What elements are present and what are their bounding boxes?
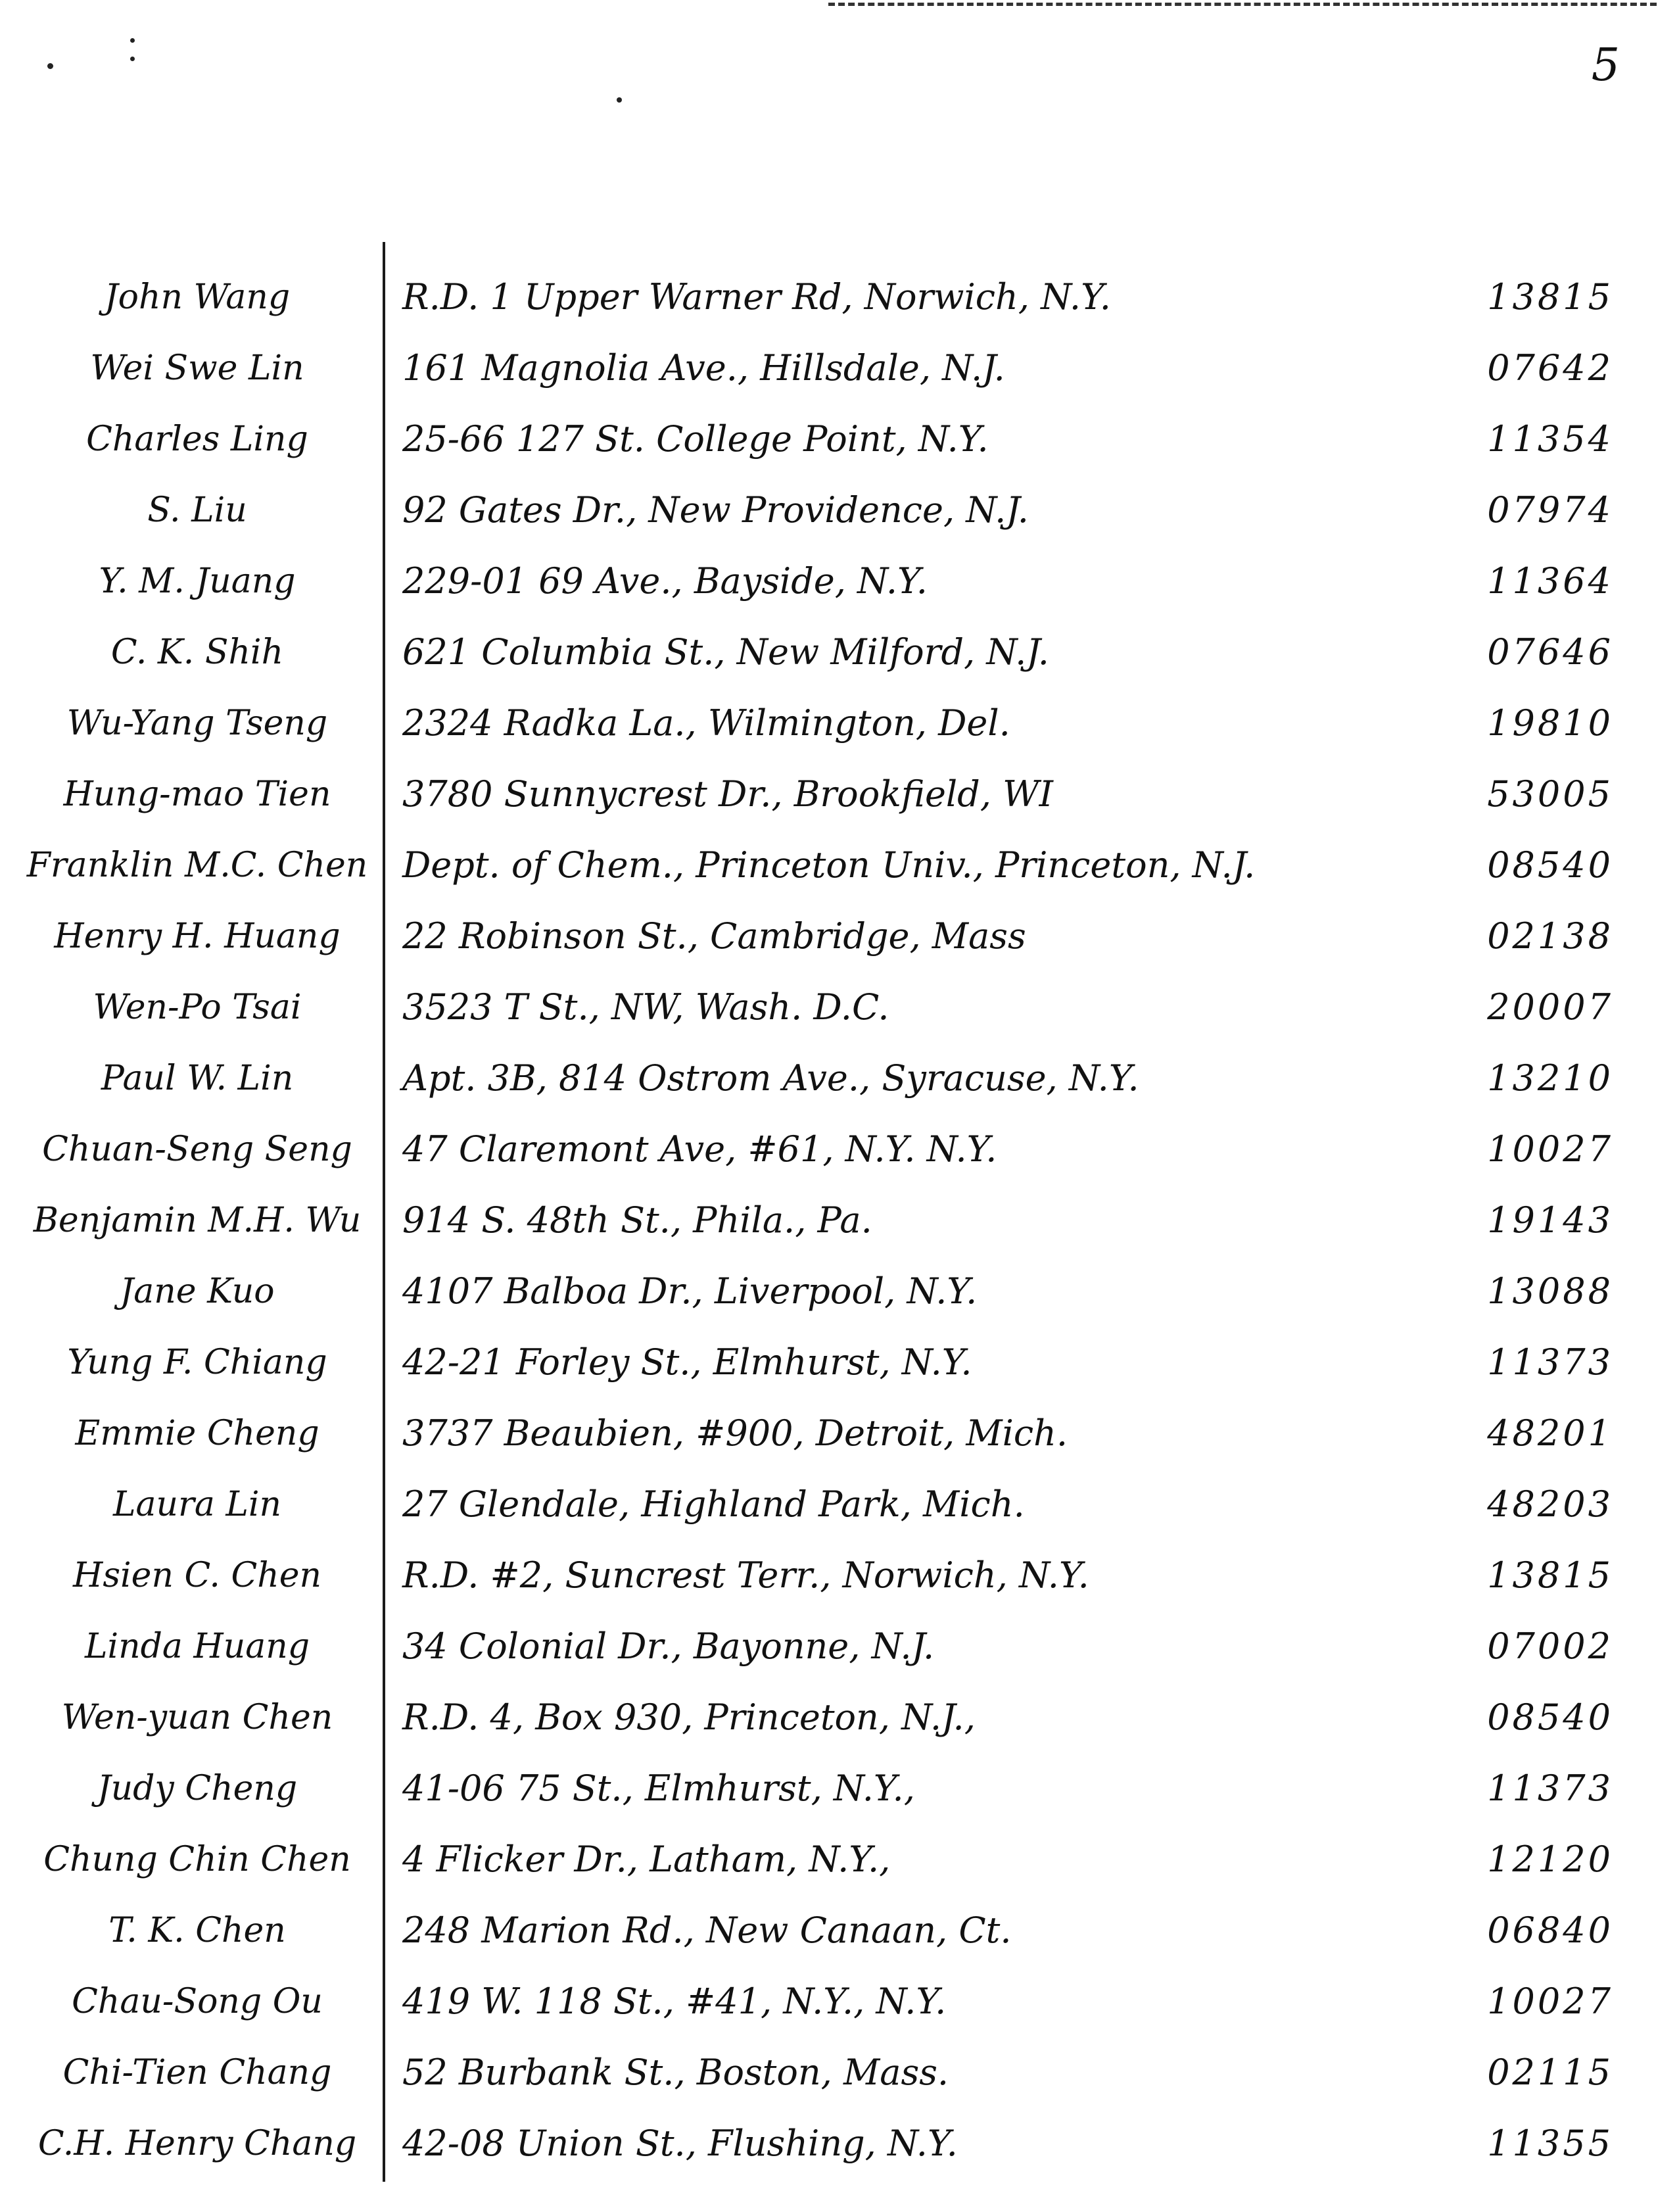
entry-address: 42-08 Union St., Flushing, N.Y. xyxy=(402,2123,958,2164)
entry-name: Wen-Po Tsai xyxy=(93,988,302,1027)
entry-name: T. K. Chen xyxy=(108,1911,286,1950)
entry-name: Chung Chin Chen xyxy=(43,1840,351,1879)
entry-name: Franklin M.C. Chen xyxy=(26,846,368,885)
entry-zip: 07974 xyxy=(1487,489,1613,531)
entry-name: Judy Cheng xyxy=(97,1769,298,1808)
entry-zip: 19810 xyxy=(1487,702,1613,744)
entry-name: S. Liu xyxy=(147,491,247,530)
entry-name: Emmie Cheng xyxy=(75,1414,319,1453)
entry-row xyxy=(0,333,1679,404)
entry-zip: 11373 xyxy=(1487,1767,1613,1809)
entry-zip: 13815 xyxy=(1487,276,1613,318)
entry-name: Paul W. Lin xyxy=(101,1059,294,1098)
entry-name: Linda Huang xyxy=(84,1627,310,1666)
entry-address: 3523 T St., NW, Wash. D.C. xyxy=(402,986,889,1028)
entry-zip: 10027 xyxy=(1487,1128,1613,1170)
entry-address: 2324 Radka La., Wilmington, Del. xyxy=(402,702,1010,744)
page-number: 5 xyxy=(1591,39,1620,91)
entry-row xyxy=(0,2108,1679,2179)
entry-row xyxy=(0,475,1679,546)
entry-name: C.H. Henry Chang xyxy=(37,2124,357,2163)
entry-address: Apt. 3B, 814 Ostrom Ave., Syracuse, N.Y. xyxy=(402,1057,1139,1099)
entry-name: Charles Ling xyxy=(86,420,308,459)
entry-name: Y. M. Juang xyxy=(99,562,296,601)
entry-zip: 13210 xyxy=(1487,1057,1613,1099)
entry-zip: 53005 xyxy=(1487,773,1613,815)
entry-address: R.D. #2, Suncrest Terr., Norwich, N.Y. xyxy=(402,1554,1089,1596)
entry-name: Wei Swe Lin xyxy=(90,349,304,388)
entry-row xyxy=(0,972,1679,1043)
entry-address: 3737 Beaubien, #900, Detroit, Mich. xyxy=(402,1412,1068,1454)
entry-address: 248 Marion Rd., New Canaan, Ct. xyxy=(402,1910,1012,1951)
ink-speck xyxy=(617,97,622,103)
entry-row xyxy=(0,2037,1679,2108)
entry-zip: 08540 xyxy=(1487,844,1613,886)
entry-row xyxy=(0,1824,1679,1895)
entry-row xyxy=(0,830,1679,901)
entry-zip: 07642 xyxy=(1487,347,1613,389)
entry-zip: 13815 xyxy=(1487,1554,1613,1596)
entry-zip: 48201 xyxy=(1487,1412,1613,1454)
entry-address: R.D. 4, Box 930, Princeton, N.J., xyxy=(402,1696,976,1738)
address-entries xyxy=(0,262,1679,2179)
entry-row xyxy=(0,901,1679,972)
entry-zip: 10027 xyxy=(1487,1981,1613,2022)
entry-zip: 12120 xyxy=(1487,1839,1613,1880)
ink-speck xyxy=(130,38,135,43)
entry-zip: 20007 xyxy=(1487,986,1613,1028)
entry-name: John Wang xyxy=(104,277,291,317)
entry-address: 47 Claremont Ave, #61, N.Y. N.Y. xyxy=(402,1128,997,1170)
entry-zip: 13088 xyxy=(1487,1270,1613,1312)
entry-address: 621 Columbia St., New Milford, N.J. xyxy=(402,631,1049,673)
entry-address: 3780 Sunnycrest Dr., Brookfield, WI xyxy=(402,773,1053,815)
entry-row xyxy=(0,546,1679,617)
entry-address: 52 Burbank St., Boston, Mass. xyxy=(402,2052,949,2093)
entry-row xyxy=(0,404,1679,475)
entry-name: Yung F. Chiang xyxy=(67,1343,327,1382)
entry-row xyxy=(0,1611,1679,1682)
entry-address: 42-21 Forley St., Elmhurst, N.Y. xyxy=(402,1341,972,1383)
entry-name: Jane Kuo xyxy=(120,1272,275,1311)
top-border-line xyxy=(828,3,1657,6)
entry-address: Dept. of Chem., Princeton Univ., Princeton, N.J. xyxy=(402,844,1256,886)
entry-address: 161 Magnolia Ave., Hillsdale, N.J. xyxy=(402,347,1005,389)
entry-zip: 07002 xyxy=(1487,1625,1613,1667)
entry-address: R.D. 1 Upper Warner Rd, Norwich, N.Y. xyxy=(402,276,1111,318)
ink-speck xyxy=(47,63,53,69)
entry-address: 419 W. 118 St., #41, N.Y., N.Y. xyxy=(402,1981,947,2022)
entry-row xyxy=(0,1327,1679,1398)
entry-name: Wu-Yang Tseng xyxy=(66,704,328,743)
entry-zip: 08540 xyxy=(1487,1696,1613,1738)
entry-zip: 48203 xyxy=(1487,1483,1613,1525)
entry-zip: 11355 xyxy=(1487,2123,1613,2164)
entry-zip: 11364 xyxy=(1487,560,1613,602)
entry-address: 34 Colonial Dr., Bayonne, N.J. xyxy=(402,1625,935,1667)
entry-row xyxy=(0,262,1679,333)
entry-row xyxy=(0,688,1679,759)
entry-address: 41-06 75 St., Elmhurst, N.Y., xyxy=(402,1767,915,1809)
entry-name: Chau-Song Ou xyxy=(72,1982,323,2021)
entry-name: Hsien C. Chen xyxy=(73,1556,321,1595)
entry-row xyxy=(0,1114,1679,1185)
entry-row xyxy=(0,1895,1679,1966)
entry-address: 25-66 127 St. College Point, N.Y. xyxy=(402,418,989,460)
entry-name: Chuan-Seng Seng xyxy=(42,1130,352,1169)
entry-zip: 06840 xyxy=(1487,1910,1613,1951)
entry-row xyxy=(0,1043,1679,1114)
entry-address: 92 Gates Dr., New Providence, N.J. xyxy=(402,489,1029,531)
entry-row xyxy=(0,1185,1679,1256)
entry-address: 229-01 69 Ave., Bayside, N.Y. xyxy=(402,560,928,602)
entry-address: 914 S. 48th St., Phila., Pa. xyxy=(402,1199,872,1241)
entry-row xyxy=(0,1256,1679,1327)
entry-name: Laura Lin xyxy=(112,1485,282,1524)
entry-zip: 02115 xyxy=(1487,2052,1613,2093)
entry-address: 27 Glendale, Highland Park, Mich. xyxy=(402,1483,1025,1525)
entry-zip: 19143 xyxy=(1487,1199,1613,1241)
entry-name: Benjamin M.H. Wu xyxy=(33,1201,362,1240)
entry-zip: 02138 xyxy=(1487,915,1613,957)
entry-zip: 07646 xyxy=(1487,631,1613,673)
ink-speck xyxy=(130,57,135,61)
entry-address: 4 Flicker Dr., Latham, N.Y., xyxy=(402,1839,891,1880)
entry-row xyxy=(0,759,1679,830)
entry-zip: 11354 xyxy=(1487,418,1613,460)
entry-name: C. K. Shih xyxy=(110,633,284,672)
entry-name: Chi-Tien Chang xyxy=(62,2053,332,2092)
entry-row xyxy=(0,1753,1679,1824)
entry-row xyxy=(0,1682,1679,1753)
entry-row xyxy=(0,1398,1679,1469)
entry-name: Henry H. Huang xyxy=(54,917,341,956)
entry-address: 22 Robinson St., Cambridge, Mass xyxy=(402,915,1026,957)
entry-name: Hung-mao Tien xyxy=(63,775,331,814)
entry-zip: 11373 xyxy=(1487,1341,1613,1383)
entry-row xyxy=(0,1540,1679,1611)
entry-address: 4107 Balboa Dr., Liverpool, N.Y. xyxy=(402,1270,978,1312)
entry-row xyxy=(0,617,1679,688)
entry-row xyxy=(0,1966,1679,2037)
entry-row xyxy=(0,1469,1679,1540)
entry-name: Wen-yuan Chen xyxy=(61,1698,333,1737)
